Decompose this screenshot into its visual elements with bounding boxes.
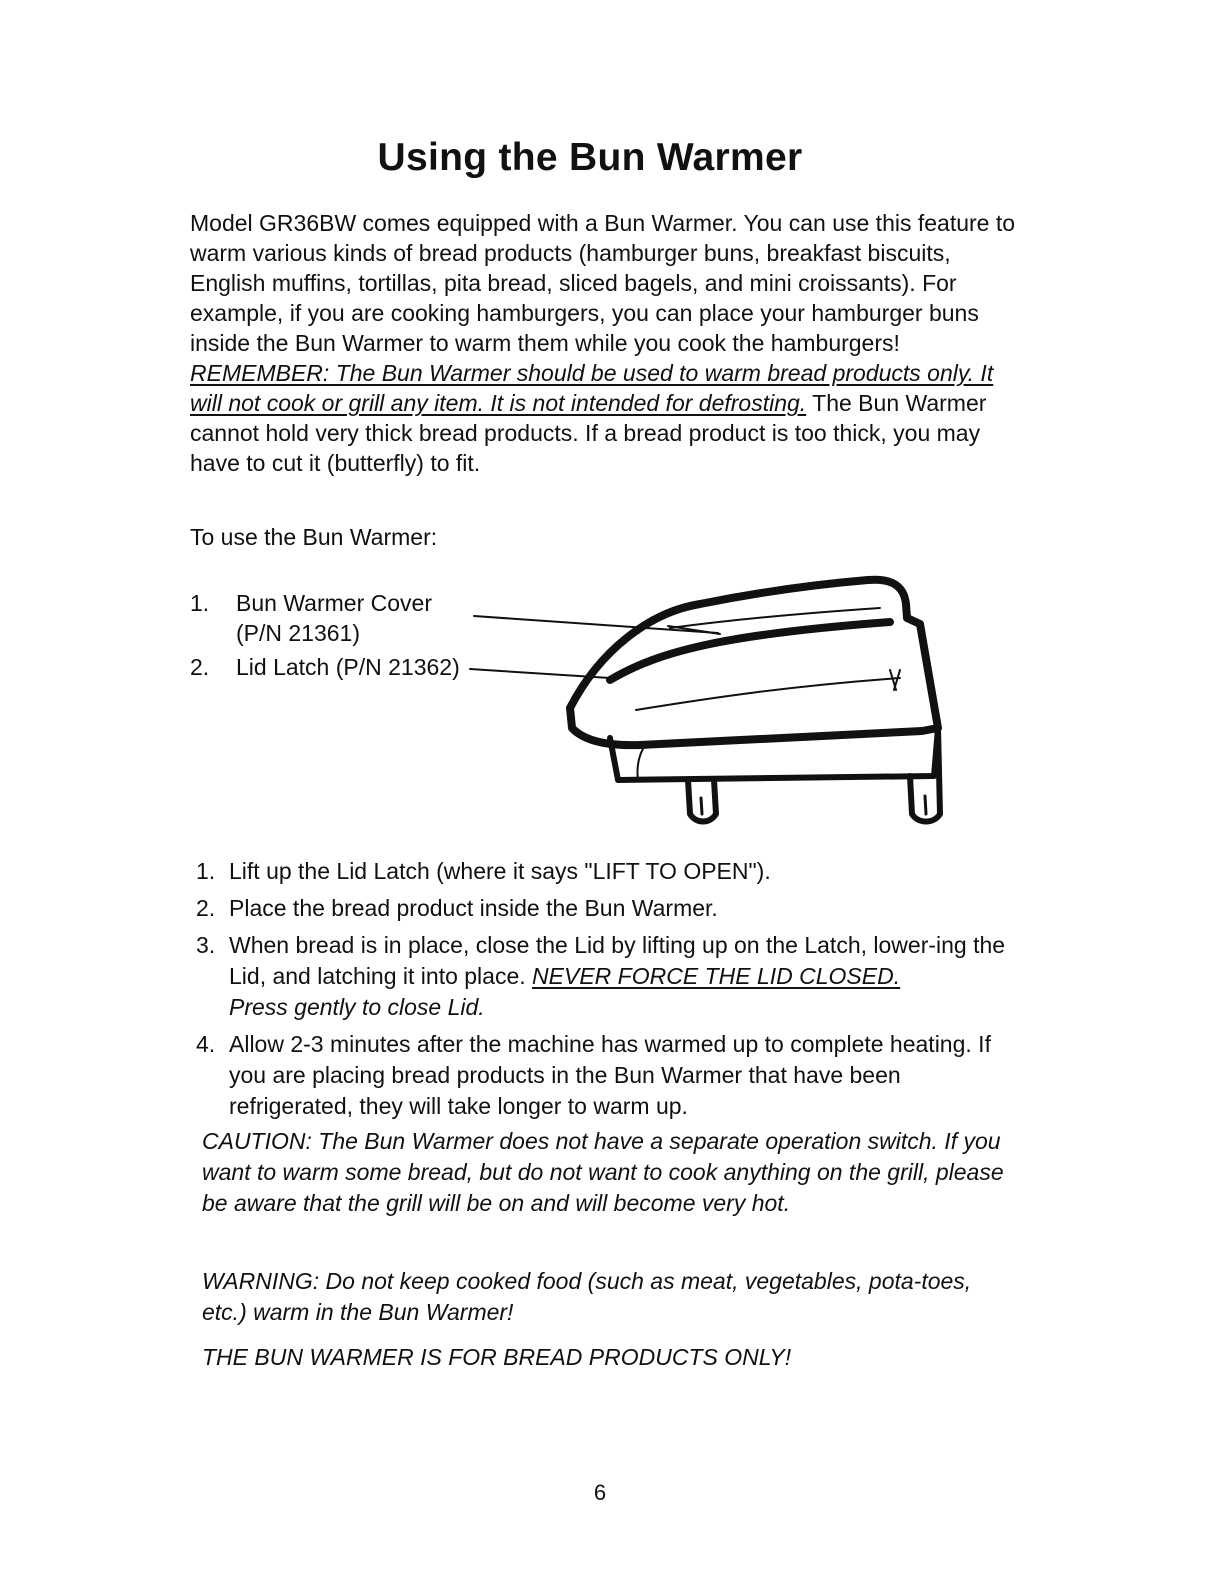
front-foot-mark [701,798,702,814]
step-number: 1. [196,858,216,884]
latch-icon [890,670,900,690]
step-item [196,893,1026,924]
part-name: Bun Warmer Cover [236,590,432,616]
bun-warmer-diagram [460,570,960,840]
step-item [196,856,1026,887]
intro-emphasis: REMEMBER: The Bun Warmer should be used to warm bread products only. It will not cook or grill any item. It is not intended for defrosting. [190,360,994,416]
step-text: When bread is in place, close the Lid by lifting up on the Latch, lower-ing the Lid, and latching it into place. [229,932,1006,989]
step-text: Place the bread product inside the Bun Warmer. [229,895,718,921]
step-number: 2. [196,895,216,921]
intro-text-continued: The Bun Warmer cannot hold very thick bread products. If a bread product is too thick, you may have to cut it (butterfly) to fit. [190,390,987,476]
page-number: 6 [593,1480,607,1505]
step-emphasis: NEVER FORCE THE LID CLOSED. [532,963,901,989]
part-item [190,652,460,682]
lid-inner-line [636,678,900,710]
step-item [196,930,1026,1023]
to-use-label: To use the Bun Warmer: [190,524,438,550]
lid-highlight [610,622,890,680]
instruction-steps [196,856,1026,1128]
part-pn: (P/N 21361) [236,620,361,646]
step-item [196,1029,1026,1122]
intro-paragraph [190,208,1020,478]
step-number: 4. [196,1031,216,1057]
caution-note: CAUTION: The Bun Warmer does not have a separate operation switch. If you want to warm some bread, but do not want to cook anything on the grill, please be aware that the grill will be on and will become very hot. [202,1128,1004,1216]
intro-text: Model GR36BW comes equipped with a Bun Warmer. You can use this feature to warm various kinds of bread products (hamburger buns, breakfast biscuits, English muffins, tortillas, pita bread, sliced bagels, and mini croissants). For example, if you are cooking hamburgers, you can place your hamburger buns inside the Bun Warmer to warm them while you cook the hamburgers! [190,210,1016,356]
part-name: Lid Latch (P/N 21362) [236,654,460,680]
lid-outline [570,580,938,745]
rear-foot-mark [925,796,926,814]
part-item [190,588,460,648]
step-number: 3. [196,932,216,958]
step-text: Lift up the Lid Latch (where it says "LIFT TO OPEN"). [229,858,771,884]
part-number-label: 1. [190,590,210,616]
bread-only-note: THE BUN WARMER IS FOR BREAD PRODUCTS ONLY! [202,1344,792,1370]
step-text: Allow 2-3 minutes after the machine has warmed up to complete heating. If you are placing bread products in the Bun Warmer that have been refrigerated, they will take longer to warm up. [229,1031,991,1119]
parts-list [190,588,460,682]
step-soft-note: Press gently to close Lid. [229,994,485,1020]
warning-note: WARNING: Do not keep cooked food (such as meat, vegetables, pota-toes, etc.) warm in the Bun Warmer! [202,1268,972,1325]
leader-line-cover [474,616,718,633]
part-number-label: 2. [190,654,210,680]
page-title: Using the Bun Warmer [377,136,803,179]
